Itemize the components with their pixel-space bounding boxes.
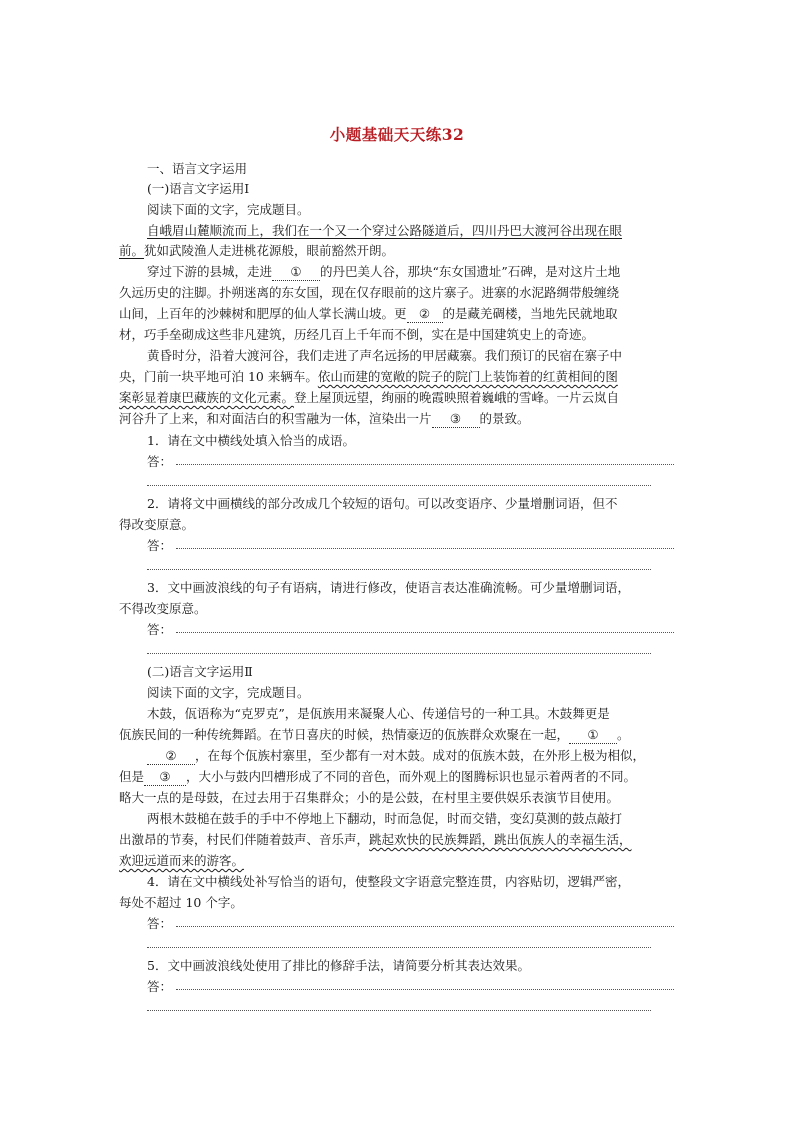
- fill-blank-2[interactable]: ②: [407, 306, 443, 323]
- answer-line[interactable]: [176, 926, 674, 927]
- fill-blank-1[interactable]: ①: [272, 264, 320, 281]
- passage1-line: 黄昏时分，沿着大渡河谷，我们走进了声名远扬的甲居藏寨。我们预订的民宿在寨子中: [147, 348, 623, 363]
- part2-instruction: 阅读下面的文字，完成题目。: [147, 685, 310, 700]
- answer-line[interactable]: [176, 632, 674, 633]
- passage-text: 的是藏羌碉楼，当地先民就地取: [442, 306, 618, 321]
- passage2-line: 略大一点的是母鼓，在过去用于召集群众；小的是公鼓，在村里主要供娱乐表演节目使用。: [119, 790, 620, 805]
- passage2-line: [119, 767, 636, 787]
- answer-line[interactable]: [147, 653, 651, 654]
- passage-text: 山间，上百年的沙棘树和肥厚的仙人掌长满山坡。更: [119, 306, 407, 321]
- fill-blank-2[interactable]: ②: [147, 748, 195, 765]
- passage-text: 央，门前一块平地可泊 10 来辆车。: [119, 369, 318, 384]
- passage2-line: [119, 725, 630, 745]
- passage1-line: [119, 367, 618, 387]
- answer-line[interactable]: [147, 1010, 651, 1011]
- question-4: 4．请在文中横线处补写恰当的语句，使整段文字语意完整连贯，内容贴切，逻辑严密，: [147, 874, 630, 889]
- answer-label: 答：: [147, 454, 173, 469]
- passage-text: 佤族民间的一种传统舞蹈。在节日喜庆的时候，热情豪迈的佤族群众欢聚在一起，: [119, 727, 570, 742]
- passage2-line: 两根木鼓槌在鼓手的手中不停地上下翻动，时而急促，时而交错，变幻莫测的鼓点敲打: [147, 811, 623, 826]
- answer-label: 答：: [147, 622, 173, 637]
- passage-text: 登上屋顶远望，绚丽的晚霞映照着巍峨的雪峰。一片云岚自: [294, 390, 620, 405]
- passage1-line: [147, 221, 622, 241]
- part2-heading: (二)语言文字运用Ⅱ: [147, 664, 253, 679]
- fill-blank-3[interactable]: ③: [144, 769, 186, 786]
- passage-text: 犹如武陵渔人走进桃花源般，眼前豁然开朗。: [144, 243, 395, 258]
- part1-heading: (一)语言文字运用Ⅰ: [147, 181, 250, 196]
- passage-text: ，在每个佤族村寨里，至少都有一对木鼓。成对的佤族木鼓，在外形上极为相似，: [195, 748, 646, 763]
- passage-text: 但是: [119, 769, 145, 784]
- passage2-line: 木鼓，佤语称为“克罗克”，是佤族用来凝聚人心、传递信号的一种工具。木鼓舞更是: [147, 706, 610, 721]
- wavy-sentence: 依山而建的宽敞的院子的院门上装饰着的红黄相间的图: [317, 369, 618, 384]
- answer-line[interactable]: [176, 989, 674, 990]
- passage-text: 出激昂的节奏，村民们伴随着鼓声、音乐声，: [119, 832, 370, 847]
- answer-line[interactable]: [147, 947, 651, 948]
- answer-line[interactable]: [176, 464, 674, 465]
- passage1-line: 久远历史的注脚。扑朔迷离的东女国，现在仅存眼前的这片寨子。进寨的水泥路绸带般缠绕: [119, 285, 620, 300]
- question-2-cont: 得改变原意。: [119, 517, 195, 532]
- passage1-line: [119, 241, 394, 261]
- fill-blank-3[interactable]: ③: [432, 411, 480, 428]
- passage-text: 河谷升了上来，和对面洁白的积雪融为一体，渲染出一片: [119, 411, 432, 426]
- part1-instruction: 阅读下面的文字，完成题目。: [147, 202, 310, 217]
- passage-text: 。: [617, 727, 630, 742]
- answer-line[interactable]: [176, 548, 674, 549]
- underlined-sentence: 前。: [119, 243, 145, 258]
- passage1-line: 材，巧手垒砌成这些非凡建筑，历经几百上千年而不倒，实在是中国建筑史上的奇迹。: [119, 327, 595, 342]
- wavy-sentence: 跳起欢快的民族舞蹈，跳出佤族人的幸福生活，: [369, 832, 632, 847]
- passage2-line: [147, 746, 645, 766]
- passage2-line: [119, 830, 632, 850]
- answer-label: 答：: [147, 979, 173, 994]
- answer-line[interactable]: [147, 569, 651, 570]
- passage-text: 的景致。: [479, 411, 530, 426]
- passage1-line: [119, 304, 618, 324]
- answer-label: 答：: [147, 916, 173, 931]
- passage-text: 的丹巴美人谷，那块“东女国遗址”石碑，是对这片土地: [320, 264, 621, 279]
- question-3-cont: 不得改变原意。: [119, 601, 207, 616]
- page-title: 小题基础天天练32: [329, 125, 465, 144]
- fill-blank-1[interactable]: ①: [569, 727, 617, 744]
- question-4-cont: 每处不超过 10 个字。: [119, 895, 243, 910]
- passage2-line: [119, 851, 244, 871]
- question-5: 5．文中画波浪线处使用了排比的修辞手法，请简要分析其表达效果。: [147, 958, 530, 973]
- answer-line[interactable]: [147, 485, 651, 486]
- passage1-line: [119, 388, 619, 408]
- wavy-sentence: 欢迎远道而来的游客。: [119, 853, 245, 868]
- underlined-sentence: 自峨眉山麓顺流而上，我们在一个又一个穿过公路隧道后，四川丹巴大渡河谷出现在眼: [147, 223, 623, 238]
- wavy-sentence: 案彰显着康巴藏族的文化元素。: [119, 390, 295, 405]
- question-2: 2．请将文中画横线的部分改成几个较短的语句。可以改变语序、少量增删词语，但不: [147, 496, 618, 511]
- passage1-line: [119, 409, 530, 429]
- passage-text: ，大小与鼓内凹槽形成了不同的音色，而外观上的图腾标识也显示着两者的不同。: [186, 769, 637, 784]
- question-1: 1．请在文中横线处填入恰当的成语。: [147, 433, 355, 448]
- section-heading: 一、语言文字运用: [147, 161, 248, 176]
- answer-label: 答：: [147, 538, 173, 553]
- passage1-line: [147, 262, 620, 282]
- question-3: 3．文中画波浪线的句子有语病，请进行修改，使语言表达准确流畅。可少量增删词语，: [147, 580, 630, 595]
- passage-text: 穿过下游的县城，走进: [147, 264, 273, 279]
